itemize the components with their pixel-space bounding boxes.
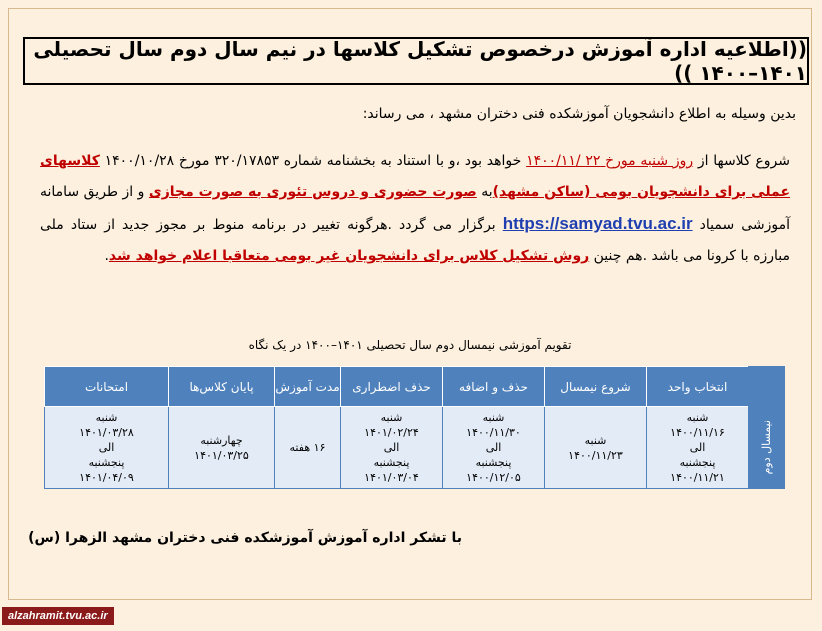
cell-semester-start [545, 407, 647, 489]
cell-exams [45, 407, 169, 489]
body-segment: به [476, 184, 493, 200]
cell-line: الی [98, 441, 115, 454]
non-local-students-highlight: روش تشکیل کلاس برای دانشجویان غیر بومی متعاقبا اعلام خواهد شد [108, 248, 590, 264]
announcement-title: ((اطلاعیه اداره آموزش درخصوص تشکیل کلاسها در نیم سال دوم سال تحصیلی ۱۴۰۱–۱۴۰۰ )) [33, 37, 807, 85]
cell-add-drop [443, 407, 545, 489]
header-unit-selection: انتخاب واحد [647, 367, 749, 407]
body-segment: . [104, 248, 109, 264]
cell-line: ۱۴۰۰/۱۱/۲۱ [670, 471, 725, 484]
cell-line: شنبه [584, 433, 607, 447]
calendar-header-row [45, 367, 785, 407]
header-classes-end: پایان کلاس‌ها [169, 367, 275, 407]
attendance-mode-highlight: صورت حضوری و دروس تئوری به صورت مجازی [148, 184, 477, 200]
cell-line: ۱۴۰۰/۱۱/۲۳ [568, 448, 623, 462]
header-semester-start: شروع نیمسال [545, 367, 647, 407]
cell-line: پنجشنبه [679, 456, 716, 469]
announcement-page [8, 8, 812, 600]
cell-line: الی [689, 441, 706, 454]
cell-line: پنجشنبه [373, 456, 410, 469]
start-date-highlight: روز شنبه مورخ ۲۲ /۱۴۰۰/۱۱ [526, 153, 694, 169]
cell-emergency-drop [341, 407, 443, 489]
cell-line: ۱۴۰۱/۰۴/۰۹ [79, 471, 134, 484]
cell-line: پنجشنبه [475, 456, 512, 469]
announcement-body [40, 146, 790, 272]
samyad-link[interactable]: https://samyad.tvu.ac.ir [502, 214, 693, 233]
cell-line: ۱۴۰۰/۱۱/۱۶ [670, 426, 725, 439]
body-segment: خواهد بود ،و با استناد به بخشنامه شماره ۳۲۰/۱۷۸۵۳ مورخ ۱۴۰۰/۱۰/۲۸ [99, 153, 527, 169]
cell-line: شنبه [686, 411, 709, 424]
cell-duration [275, 407, 341, 489]
row-label-cell [749, 407, 785, 489]
practical-classes-highlight: کلاسهای عملی برای دانشجویان بومی (ساکن مشهد) [40, 153, 791, 200]
header-emergency-drop: حذف اضطراری [341, 367, 443, 407]
academic-calendar-table [44, 366, 785, 489]
header-corner [749, 367, 785, 407]
body-segment: شروع کلاسها از [693, 153, 790, 169]
cell-line: شنبه [380, 411, 403, 424]
cell-line: الی [383, 441, 400, 454]
header-add-drop: حذف و اضافه [443, 367, 545, 407]
announcement-title-box [23, 37, 809, 85]
cell-line: چهارشنبه [200, 433, 243, 447]
cell-line: ۱۴۰۱/۰۲/۲۴ [364, 426, 419, 439]
cell-line: ۱۴۰۱/۰۳/۲۸ [79, 426, 134, 439]
thanks-signature: با تشکر اداره آموزش آموزشکده فنی دختران مشهد الزهرا (س) [28, 530, 462, 546]
cell-line: شنبه [95, 411, 118, 424]
cell-line: الی [485, 441, 502, 454]
calendar-title: تقویم آموزشی نیمسال دوم سال تحصیلی ۱۴۰۱–۱۴۰۰ در یک نگاه [248, 338, 572, 352]
cell-classes-end [169, 407, 275, 489]
intro-text: بدین وسیله به اطلاع دانشجویان آموزشکده فنی دختران مشهد ، می رساند: [362, 106, 796, 122]
body-segment: و از طریق سامانه آموزشی سمیاد [40, 184, 790, 233]
cell-line: ۱۴۰۰/۱۲/۰۵ [466, 471, 521, 484]
cell-line: ۱۶ هفته [289, 441, 326, 454]
row-label: نیمسال دوم [760, 420, 773, 475]
cell-line: ۱۴۰۱/۰۳/۲۵ [194, 448, 249, 462]
cell-line: پنجشنبه [88, 456, 125, 469]
header-exams: امتحانات [45, 367, 169, 407]
body-segment: برگزار می گردد .هرگونه تغییر در برنامه منوط بر مجوز جدید از ستاد ملی مبارزه با کرونا می باشد .هم چنین [40, 217, 790, 264]
table-row [45, 407, 785, 489]
cell-unit-selection [647, 407, 749, 489]
cell-line: ۱۴۰۰/۱۱/۳۰ [466, 426, 521, 439]
cell-line: ۱۴۰۱/۰۳/۰۴ [364, 471, 419, 484]
cell-line: شنبه [482, 411, 505, 424]
site-url-badge[interactable]: alzahramit.tvu.ac.ir [2, 607, 114, 625]
header-duration: مدت آموزش [275, 367, 341, 407]
